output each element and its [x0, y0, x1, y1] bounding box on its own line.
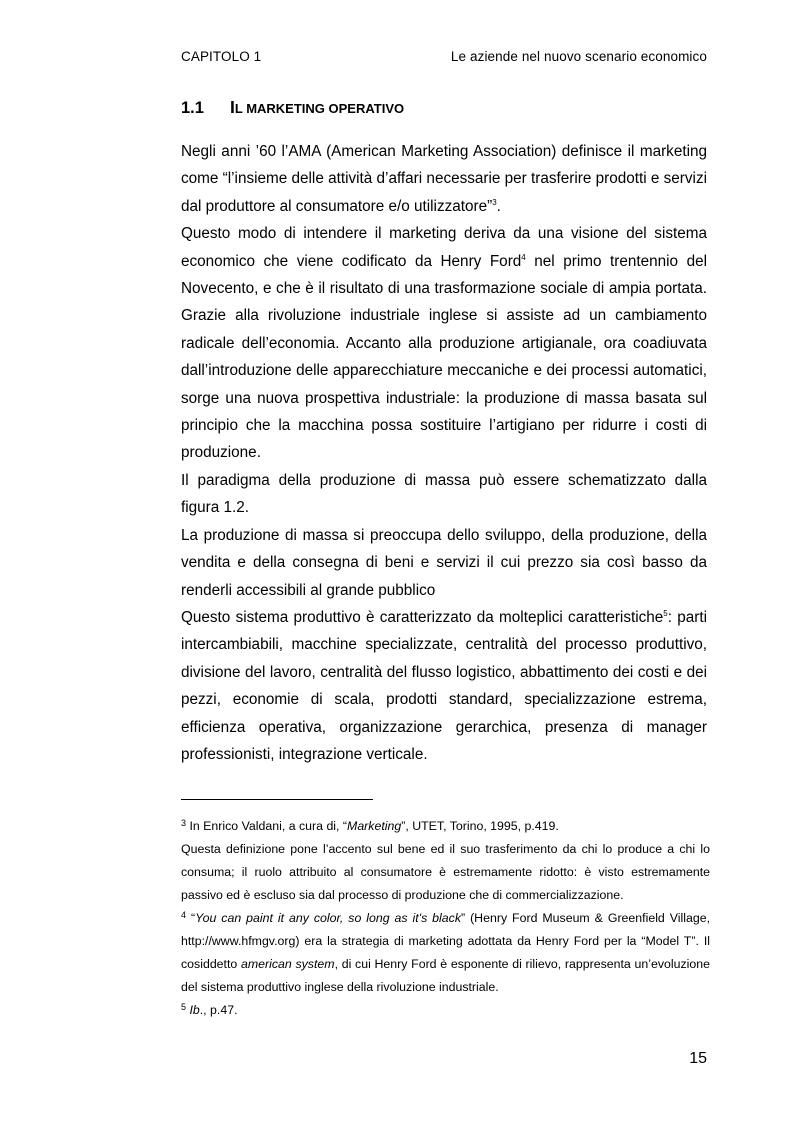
footnote-5	[181, 999, 710, 1022]
footnote-4-text-b: ” (Henry Ford Museum & Greenfield Village, http://www.hfmgv.org) era la strategia di marketing adottata da Henry Ford per la “Model T”. Il cosiddetto	[181, 911, 711, 971]
paragraph-2-text-a: Questo modo di intendere il marketing deriva da una visione del sistema economico che viene codificato da Henry Ford	[181, 225, 707, 270]
paragraph-5-text-b: : parti intercambiabili, macchine specializzate, centralità del processo produttivo, divisione del lavoro, centralità del flusso logistico, abbattimento dei costi e dei pezzi, economie di scala, prodotti standard, specializzazione estrema, efficienza operativa, organizzazione gerarchica, presenza di manager professionisti, integrazione verticale.	[181, 608, 707, 763]
page-number: 15	[689, 1050, 707, 1067]
footnote-5-mark: 5	[181, 1002, 187, 1012]
footnote-3-note: Questa definizione pone l’accento sul bene ed il suo trasferimento da chi lo produce a chi lo consuma; il ruolo attribuito al consumatore è estremamente ridotto: è visto estremamente passivo ed è escluso sia dal processo di produzione che di commercializzazione.	[181, 842, 710, 902]
footnote-4-text-a: “	[186, 911, 196, 925]
footnote-3-italic: Marketing	[347, 819, 402, 833]
footnote-5-italic: Ib	[189, 1003, 200, 1017]
footnote-4-mark: 4	[181, 910, 187, 920]
body-text	[181, 138, 707, 768]
footnote-5-text-b: ., p.47.	[199, 1003, 238, 1017]
footnote-ref-4: 4	[521, 252, 526, 262]
chapter-label: CAPITOLO 1	[181, 49, 262, 64]
section-number: 1.1	[181, 99, 204, 117]
footnote-4-italic-2: american system	[240, 957, 335, 971]
footnote-3-text-b: ”, UTET, Torino, 1995, p.419.	[401, 819, 559, 833]
paragraph-1-text: Negli anni ’60 l’AMA (American Marketing Association) definisce il marketing come “l’insieme delle attività d’affari necessarie per trasferire prodotti e servizi dal produttore al consumatore e/o utilizzatore”	[181, 143, 707, 215]
footnote-separator	[181, 799, 373, 800]
paragraph-3: Il paradigma della produzione di massa può essere schematizzato dalla figura 1.2.	[181, 471, 707, 517]
footnote-3	[181, 815, 710, 838]
section-heading	[181, 97, 404, 118]
paragraph-4: La produzione di massa si preoccupa dello sviluppo, della produzione, della vendita e della consegna di beni e servizi il cui prezzo sia così basso da renderli accessibili al grande pubblico	[181, 526, 707, 599]
footnote-4	[181, 907, 710, 999]
footnote-3-mark: 3	[181, 818, 187, 828]
footnote-ref-5: 5	[663, 608, 668, 618]
footnote-ref-3: 3	[492, 197, 497, 207]
chapter-title: Le aziende nel nuovo scenario economico	[450, 49, 707, 64]
footnote-3-text-a: In Enrico Valdani, a cura di, “	[186, 819, 348, 833]
paragraph-1-tail: .	[496, 197, 501, 215]
footnote-4-italic: You can paint it any color, so long as it's black	[195, 911, 462, 925]
footnotes	[181, 815, 710, 1022]
paragraph-2	[181, 220, 707, 467]
footnote-4-text-c: , di cui Henry Ford è esponente di rilievo, rappresenta un’evoluzione del sistema produttivo inglese della rivoluzione industriale.	[181, 957, 710, 994]
section-title-initial: I	[230, 97, 235, 117]
paragraph-2-text-b: nel primo trentennio del Novecento, e che è il risultato di una trasformazione sociale di ampia portata. Grazie alla rivoluzione industriale inglese si assiste ad un cambiamento radicale dell’economia. Accanto alla produzione artigianale, ora coadiuvata dall’introduzione delle apparecchiature meccaniche e dei processi automatici, sorge una nuova prospettiva industriale: la produzione di massa basata sul principio che la macchina possa sostituire l’artigiano per ridurre i costi di produzione.	[181, 252, 707, 462]
paragraph-1	[181, 138, 707, 220]
paragraph-5-text-a: Questo sistema produttivo è caratterizzato da molteplici caratteristiche	[181, 608, 664, 626]
section-title-rest: L MARKETING OPERATIVO	[234, 101, 405, 116]
paragraph-5	[181, 604, 707, 768]
